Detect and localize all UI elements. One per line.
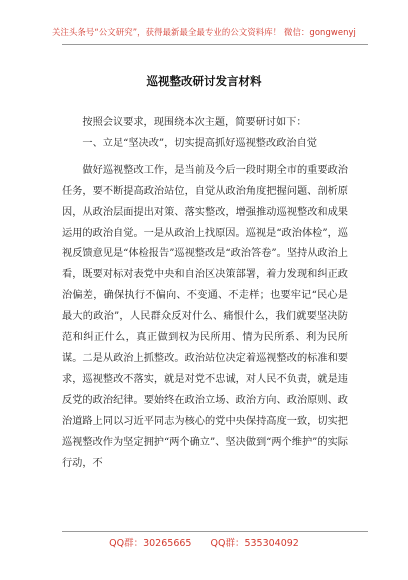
footer-divider [62,531,368,532]
section-heading: 一、立足“坚决改”，切实提高抓好巡视整改政治自觉 [82,137,317,149]
footer [0,535,408,549]
header-divider [62,44,368,45]
document-title: 巡视整改研讨发言材料 [146,74,262,88]
footer-qq-left: QQ群：30265665 [109,538,192,549]
footer-qq-right: QQ群：535304092 [210,538,299,549]
intro-paragraph: 按照会议要求，现围绕本次主题，简要研讨如下： [82,117,307,128]
body-paragraph: 做好巡视整改工作，是当前及今后一段时期全市的重要政治任务，要不断提高政治站位，自觉从政治角度把握问题、剖析原因，从政治层面提出对策、落实整改，增强推动巡视整改和成果运用的政治自觉。一是从政治上找原因。巡视是“政治体检”，巡视反馈意见是“体检报告”巡视整改是“政治答卷”。坚持从政治上看，既要对标对表党中央和自治区决策部署，着力发现和纠正政治偏差，确保执行不偏向、不变通、不走样；也要牢记“民心是最大的政治”，人民群众反对什么、痛恨什么，我们就要坚决防范和纠正什么，真正做到权为民所用、情为民所系、利为民所谋。二是从政治上抓整改。政治站位决定着巡视整改的标准和要求，巡视整改不落实，就是对党不忠诚，对人民不负责，就是违反党的政治纪律。要始终在政治立场、政治方向、政治原则、政治道路上同以习近平同志为核心的党中央保持高度一致，切实把巡视整改作为坚定拥护“两个确立”、坚决做到“两个维护”的实际行动，不 [62,164,348,469]
header-banner: 关注头条号“公文研究”，获得最新最全最专业的公文资料库！ 微信：gongwenyj [52,27,356,37]
document-body [62,113,348,474]
